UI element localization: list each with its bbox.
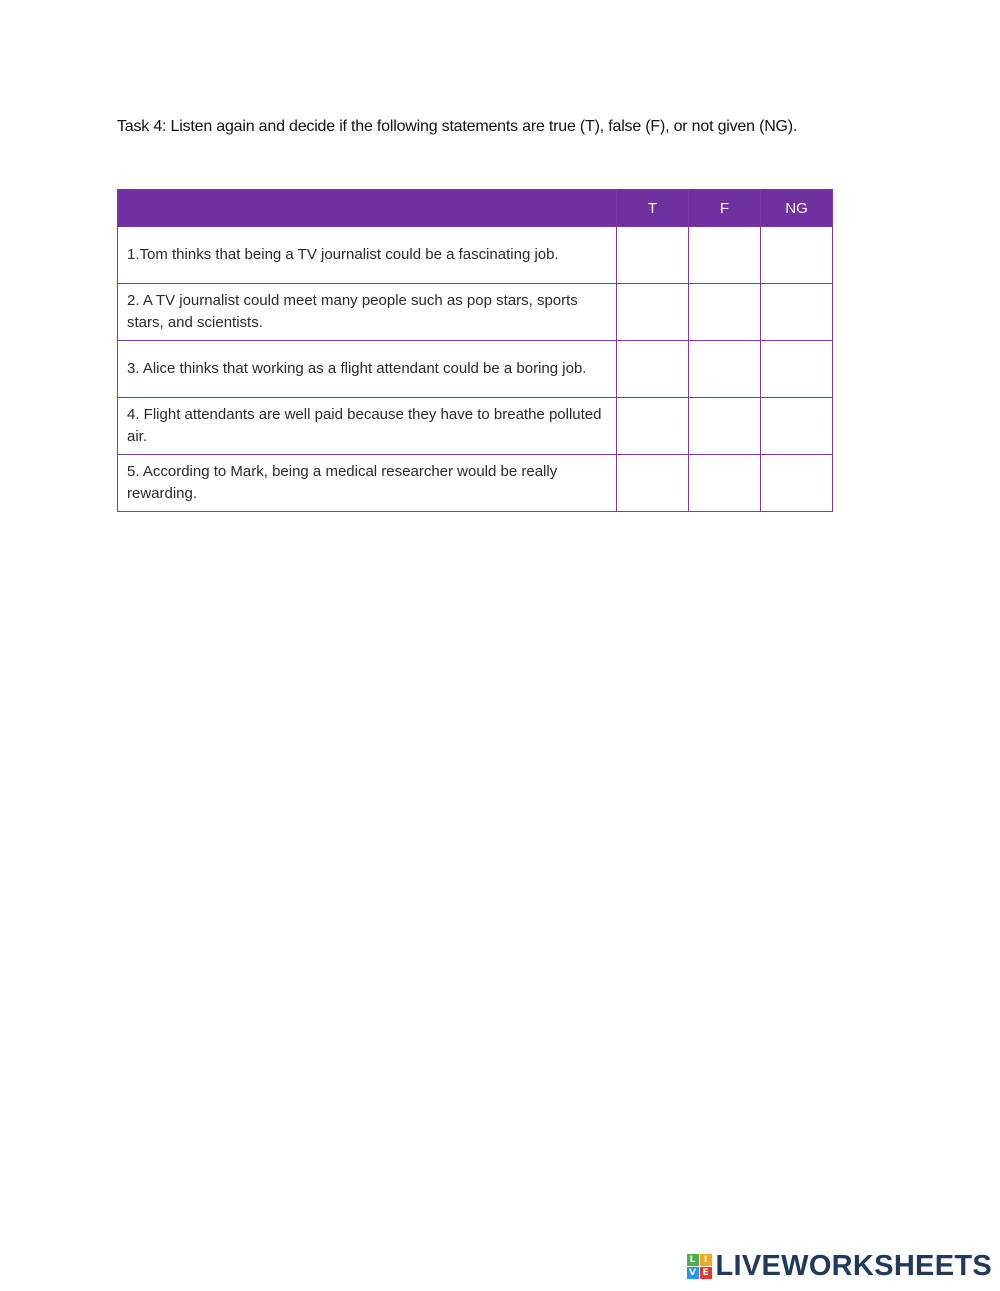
liveworksheets-logo-icon xyxy=(687,1254,712,1279)
answer-cell-false[interactable] xyxy=(689,284,761,341)
answer-cell-not-given[interactable] xyxy=(761,227,833,284)
logo-letter-v: V xyxy=(687,1267,699,1279)
answer-cell-false[interactable] xyxy=(689,398,761,455)
table-row xyxy=(118,227,833,284)
statement-text: 1.Tom thinks that being a TV journalist could be a fascinating job. xyxy=(118,227,617,284)
table-row xyxy=(118,284,833,341)
logo-letter-l: L xyxy=(687,1254,699,1266)
answer-cell-true[interactable] xyxy=(617,398,689,455)
answer-cell-true[interactable] xyxy=(617,284,689,341)
table-row xyxy=(118,455,833,512)
statement-text: 4. Flight attendants are well paid because they have to breathe polluted air. xyxy=(118,398,617,455)
task-instruction: Task 4: Listen again and decide if the following statements are true (T), false (F), or not given (NG). xyxy=(117,118,798,135)
statement-text: 3. Alice thinks that working as a flight attendant could be a boring job. xyxy=(118,341,617,398)
answer-cell-true[interactable] xyxy=(617,455,689,512)
statement-text: 2. A TV journalist could meet many people such as pop stars, sports stars, and scientists. xyxy=(118,284,617,341)
liveworksheets-brand xyxy=(687,1250,993,1283)
answer-cell-not-given[interactable] xyxy=(761,455,833,512)
brand-name: LIVEWORKSHEETS xyxy=(715,1250,992,1282)
answer-cell-true[interactable] xyxy=(617,227,689,284)
table-header-row xyxy=(118,190,833,227)
logo-letter-e: E xyxy=(700,1267,712,1279)
header-true: T xyxy=(617,190,689,227)
answer-cell-false[interactable] xyxy=(689,227,761,284)
header-false: F xyxy=(689,190,761,227)
answer-cell-false[interactable] xyxy=(689,341,761,398)
answer-cell-not-given[interactable] xyxy=(761,341,833,398)
answer-cell-not-given[interactable] xyxy=(761,398,833,455)
answer-cell-false[interactable] xyxy=(689,455,761,512)
logo-letter-i: I xyxy=(700,1254,712,1266)
statement-text: 5. According to Mark, being a medical researcher would be really rewarding. xyxy=(118,455,617,512)
header-not-given: NG xyxy=(761,190,833,227)
table-row xyxy=(118,398,833,455)
header-statement xyxy=(118,190,617,227)
true-false-table xyxy=(117,189,833,512)
table-row xyxy=(118,341,833,398)
answer-cell-not-given[interactable] xyxy=(761,284,833,341)
answer-cell-true[interactable] xyxy=(617,341,689,398)
